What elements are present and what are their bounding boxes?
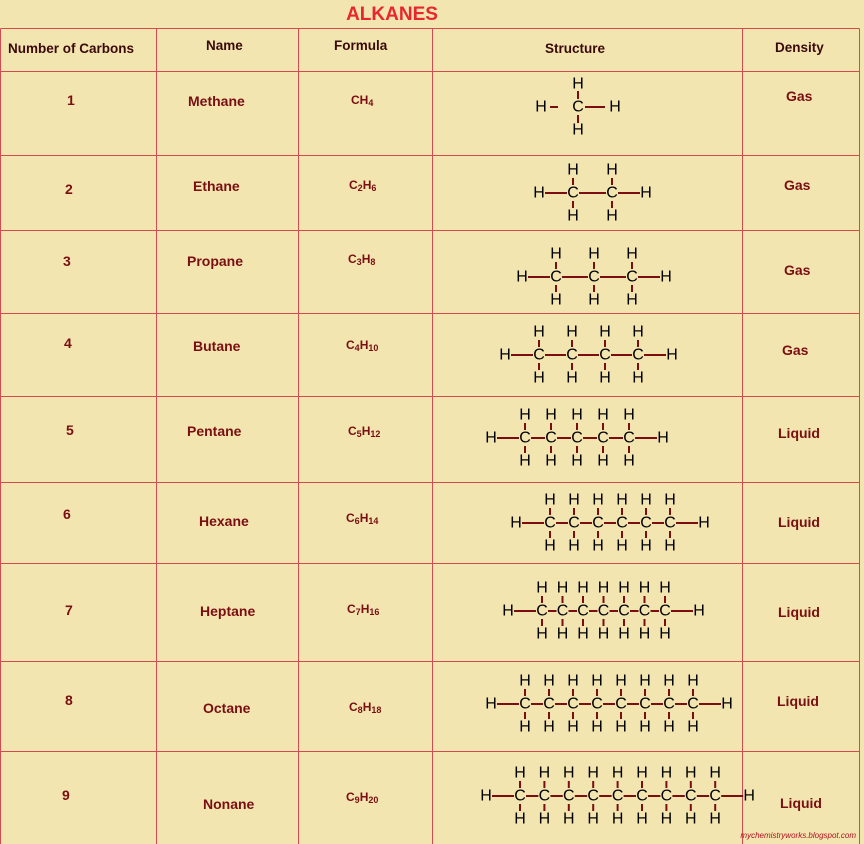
carbon-atom: C: [567, 695, 579, 713]
hydrogen-atom: H: [588, 245, 600, 263]
hydrogen-atom: H: [638, 625, 651, 643]
alkane-name: Pentane: [187, 423, 242, 439]
carbon-atom: C: [536, 602, 548, 620]
hydrogen-atom: H: [588, 291, 600, 309]
hydrogen-atom: H: [693, 602, 705, 620]
formula-subscript: 5: [356, 429, 362, 439]
carbon-atom: C: [567, 184, 579, 202]
hydrogen-atom: H: [606, 161, 618, 179]
alkane-name: Octane: [203, 700, 251, 716]
carbon-atom: C: [592, 514, 604, 532]
hydrogen-atom: H: [545, 452, 557, 470]
carbon-atom: C: [587, 787, 599, 805]
hydrogen-atom: H: [685, 810, 697, 828]
hydrogen-atom: H: [611, 764, 624, 782]
hydrogen-atom: H: [591, 718, 603, 736]
formula-subscript: 4: [368, 98, 374, 108]
hydrogen-atom: H: [687, 718, 699, 736]
formula-subscript: 8: [357, 705, 363, 715]
hydrogen-atom: H: [567, 207, 579, 225]
hydrogen-atom: H: [568, 537, 580, 555]
hydrogen-atom: H: [543, 718, 555, 736]
header-structure: Structure: [545, 41, 606, 56]
hydrogen-atom: H: [698, 514, 710, 532]
formula-subscript: 20: [368, 795, 379, 805]
hydrogen-atom: H: [611, 810, 624, 828]
alkane-name: Hexane: [199, 513, 249, 529]
carbon-atom: C: [577, 602, 589, 620]
carbon-atom: C: [571, 429, 583, 447]
carbon-atom: C: [599, 346, 611, 364]
formula-symbol: CH: [351, 93, 369, 107]
hydrogen-atom: H: [616, 491, 628, 509]
formula-symbol: H: [359, 511, 369, 525]
hydrogen-atom: H: [663, 718, 675, 736]
density-state: Liquid: [778, 425, 820, 441]
hydrogen-atom: H: [623, 406, 635, 424]
hydrogen-atom: H: [618, 579, 630, 597]
carbon-atom: C: [544, 514, 556, 532]
hydrogen-atom: H: [591, 672, 603, 690]
formula-subscript: 8: [370, 257, 376, 267]
carbon-count: 4: [64, 335, 72, 351]
carbon-atom: C: [519, 695, 531, 713]
hydrogen-atom: H: [597, 625, 610, 643]
alkane-name: Heptane: [200, 603, 256, 619]
hydrogen-atom: H: [615, 718, 627, 736]
hydrogen-atom: H: [599, 323, 611, 341]
hydrogen-atom: H: [519, 672, 531, 690]
hydrogen-atom: H: [571, 452, 583, 470]
carbon-atom: C: [640, 514, 652, 532]
hydrogen-atom: H: [597, 579, 610, 597]
carbon-atom: C: [556, 602, 569, 620]
hydrogen-atom: H: [639, 718, 651, 736]
hydrogen-atom: H: [721, 695, 733, 713]
hydrogen-atom: H: [538, 810, 551, 828]
hydrogen-atom: H: [626, 245, 638, 263]
hydrogen-atom: H: [618, 625, 630, 643]
formula-symbol: H: [360, 602, 370, 616]
carbon-atom: C: [538, 787, 551, 805]
formula-subscript: 18: [371, 705, 382, 715]
hydrogen-atom: H: [640, 184, 652, 202]
hydrogen-atom: H: [616, 537, 628, 555]
hydrogen-atom: H: [556, 625, 569, 643]
hydrogen-atom: H: [516, 268, 528, 286]
carbon-atom: C: [659, 602, 671, 620]
carbon-count: 1: [67, 92, 75, 108]
hydrogen-atom: H: [599, 369, 611, 387]
carbon-atom: C: [566, 346, 578, 364]
formula-symbol: C: [349, 700, 358, 714]
hydrogen-atom: H: [533, 184, 545, 202]
formula-symbol: H: [359, 338, 369, 352]
hydrogen-atom: H: [544, 537, 556, 555]
formula-symbol: H: [361, 424, 371, 438]
hydrogen-atom: H: [566, 369, 578, 387]
hydrogen-atom: H: [660, 764, 673, 782]
hydrogen-atom: H: [519, 406, 531, 424]
hydrogen-atom: H: [592, 537, 604, 555]
hydrogen-atom: H: [664, 537, 676, 555]
hydrogen-atom: H: [510, 514, 522, 532]
carbon-count: 3: [63, 253, 71, 269]
hydrogen-atom: H: [626, 291, 638, 309]
density-state: Gas: [782, 342, 809, 358]
hydrogen-atom: H: [536, 625, 548, 643]
hydrogen-atom: H: [543, 672, 555, 690]
alkane-name: Methane: [188, 93, 245, 109]
hydrogen-atom: H: [567, 672, 579, 690]
carbon-atom: C: [639, 695, 651, 713]
alkane-name: Ethane: [193, 178, 240, 194]
hydrogen-atom: H: [533, 369, 545, 387]
carbon-atom: C: [611, 787, 624, 805]
formula-symbol: C: [346, 511, 355, 525]
formula-symbol: C: [347, 602, 356, 616]
carbon-atom: C: [618, 602, 630, 620]
hydrogen-atom: H: [485, 429, 497, 447]
carbon-atom: C: [588, 268, 600, 286]
hydrogen-atom: H: [685, 764, 697, 782]
hydrogen-atom: H: [577, 579, 589, 597]
hydrogen-atom: H: [709, 764, 721, 782]
hydrogen-atom: H: [636, 764, 648, 782]
carbon-atom: C: [632, 346, 644, 364]
hydrogen-atom: H: [632, 369, 644, 387]
formula-symbol: H: [361, 252, 371, 266]
carbon-atom: C: [663, 695, 675, 713]
hydrogen-atom: H: [587, 764, 599, 782]
carbon-count: 8: [65, 692, 73, 708]
carbon-atom: C: [709, 787, 721, 805]
formula-subscript: 6: [371, 183, 377, 193]
hydrogen-atom: H: [638, 579, 651, 597]
hydrogen-atom: H: [545, 406, 557, 424]
formula-symbol: C: [348, 424, 357, 438]
carbon-atom: C: [616, 514, 628, 532]
hydrogen-atom: H: [623, 452, 635, 470]
hydrogen-atom: H: [499, 346, 511, 364]
hydrogen-atom: H: [709, 810, 721, 828]
carbon-atom: C: [550, 268, 562, 286]
hydrogen-atom: H: [666, 346, 678, 364]
formula-symbol: H: [362, 178, 372, 192]
hydrogen-atom: H: [664, 491, 676, 509]
carbon-atom: C: [606, 184, 618, 202]
hydrogen-atom: H: [640, 491, 652, 509]
hydrogen-atom: H: [639, 672, 651, 690]
formula-subscript: 7: [355, 607, 361, 617]
carbon-atom: C: [545, 429, 557, 447]
formula-subscript: 16: [369, 607, 380, 617]
hydrogen-atom: H: [519, 718, 531, 736]
hydrogen-atom: H: [536, 579, 548, 597]
hydrogen-atom: H: [563, 810, 575, 828]
carbon-atom: C: [597, 602, 610, 620]
carbon-atom: C: [563, 787, 575, 805]
carbon-atom: C: [533, 346, 545, 364]
carbon-count: 2: [65, 181, 73, 197]
hydrogen-atom: H: [659, 579, 671, 597]
header-formula: Formula: [334, 38, 388, 53]
formula-symbol: H: [359, 790, 369, 804]
hydrogen-atom: H: [660, 810, 673, 828]
hydrogen-atom: H: [636, 810, 648, 828]
formula-subscript: 9: [354, 795, 360, 805]
formula-symbol: C: [346, 790, 355, 804]
formula-symbol: C: [346, 338, 355, 352]
carbon-atom: C: [568, 514, 580, 532]
carbon-atom: C: [519, 429, 531, 447]
hydrogen-atom: H: [572, 121, 584, 139]
hydrogen-atom: H: [572, 75, 584, 93]
alkane-name: Butane: [193, 338, 241, 354]
hydrogen-atom: H: [480, 787, 492, 805]
hydrogen-atom: H: [592, 491, 604, 509]
density-state: Gas: [784, 262, 811, 278]
header-number-of-carbons: Number of Carbons: [8, 41, 135, 56]
hydrogen-atom: H: [657, 429, 669, 447]
hydrogen-atom: H: [597, 452, 609, 470]
hydrogen-atom: H: [502, 602, 514, 620]
hydrogen-atom: H: [659, 625, 671, 643]
hydrogen-atom: H: [568, 491, 580, 509]
alkane-name: Propane: [187, 253, 244, 269]
hydrogen-atom: H: [640, 537, 652, 555]
hydrogen-atom: H: [566, 323, 578, 341]
hydrogen-atom: H: [587, 810, 599, 828]
carbon-atom: C: [636, 787, 648, 805]
carbon-atom: C: [543, 695, 555, 713]
watermark: mychemistryworks.blogspot.com: [740, 831, 856, 840]
hydrogen-atom: H: [567, 718, 579, 736]
header-name: Name: [206, 38, 243, 53]
carbon-atom: C: [572, 98, 584, 116]
hydrogen-atom: H: [556, 579, 569, 597]
formula-subscript: 6: [354, 516, 360, 526]
density-state: Liquid: [780, 795, 822, 811]
hydrogen-atom: H: [597, 406, 609, 424]
carbon-atom: C: [638, 602, 651, 620]
carbon-atom: C: [626, 268, 638, 286]
page-title: ALKANES: [346, 4, 438, 25]
hydrogen-atom: H: [687, 672, 699, 690]
formula-subscript: 10: [368, 343, 379, 353]
carbon-atom: C: [615, 695, 627, 713]
carbon-count: 5: [66, 422, 74, 438]
hydrogen-atom: H: [571, 406, 583, 424]
formula-subscript: 4: [354, 343, 360, 353]
formula-subscript: 12: [370, 429, 381, 439]
header-density: Density: [775, 40, 824, 55]
hydrogen-atom: H: [609, 98, 621, 116]
hydrogen-atom: H: [533, 323, 545, 341]
hydrogen-atom: H: [567, 161, 579, 179]
formula-subscript: 14: [368, 516, 379, 526]
formula-subscript: 2: [357, 183, 363, 193]
formula-symbol: H: [362, 700, 372, 714]
hydrogen-atom: H: [514, 810, 526, 828]
hydrogen-atom: H: [485, 695, 497, 713]
carbon-count: 9: [62, 787, 70, 803]
formula-symbol: C: [348, 252, 357, 266]
hydrogen-atom: H: [550, 291, 562, 309]
density-state: Liquid: [777, 693, 819, 709]
carbon-atom: C: [591, 695, 603, 713]
density-state: Liquid: [778, 604, 820, 620]
hydrogen-atom: H: [535, 98, 547, 116]
formula-subscript: 3: [356, 257, 362, 267]
hydrogen-atom: H: [663, 672, 675, 690]
carbon-atom: C: [623, 429, 635, 447]
formula-symbol: C: [349, 178, 358, 192]
hydrogen-atom: H: [660, 268, 672, 286]
hydrogen-atom: H: [514, 764, 526, 782]
hydrogen-atom: H: [577, 625, 589, 643]
hydrogen-atom: H: [550, 245, 562, 263]
density-state: Liquid: [778, 514, 820, 530]
alkane-name: Nonane: [203, 796, 255, 812]
carbon-atom: C: [660, 787, 673, 805]
carbon-atom: C: [514, 787, 526, 805]
hydrogen-atom: H: [563, 764, 575, 782]
hydrogen-atom: H: [606, 207, 618, 225]
carbon-atom: C: [687, 695, 699, 713]
hydrogen-atom: H: [743, 787, 755, 805]
hydrogen-atom: H: [615, 672, 627, 690]
carbon-count: 7: [65, 602, 73, 618]
density-state: Gas: [784, 177, 811, 193]
hydrogen-atom: H: [538, 764, 551, 782]
carbon-atom: C: [685, 787, 697, 805]
carbon-count: 6: [63, 506, 71, 522]
hydrogen-atom: H: [544, 491, 556, 509]
carbon-atom: C: [664, 514, 676, 532]
density-state: Gas: [786, 88, 813, 104]
hydrogen-atom: H: [519, 452, 531, 470]
carbon-atom: C: [597, 429, 609, 447]
hydrogen-atom: H: [632, 323, 644, 341]
